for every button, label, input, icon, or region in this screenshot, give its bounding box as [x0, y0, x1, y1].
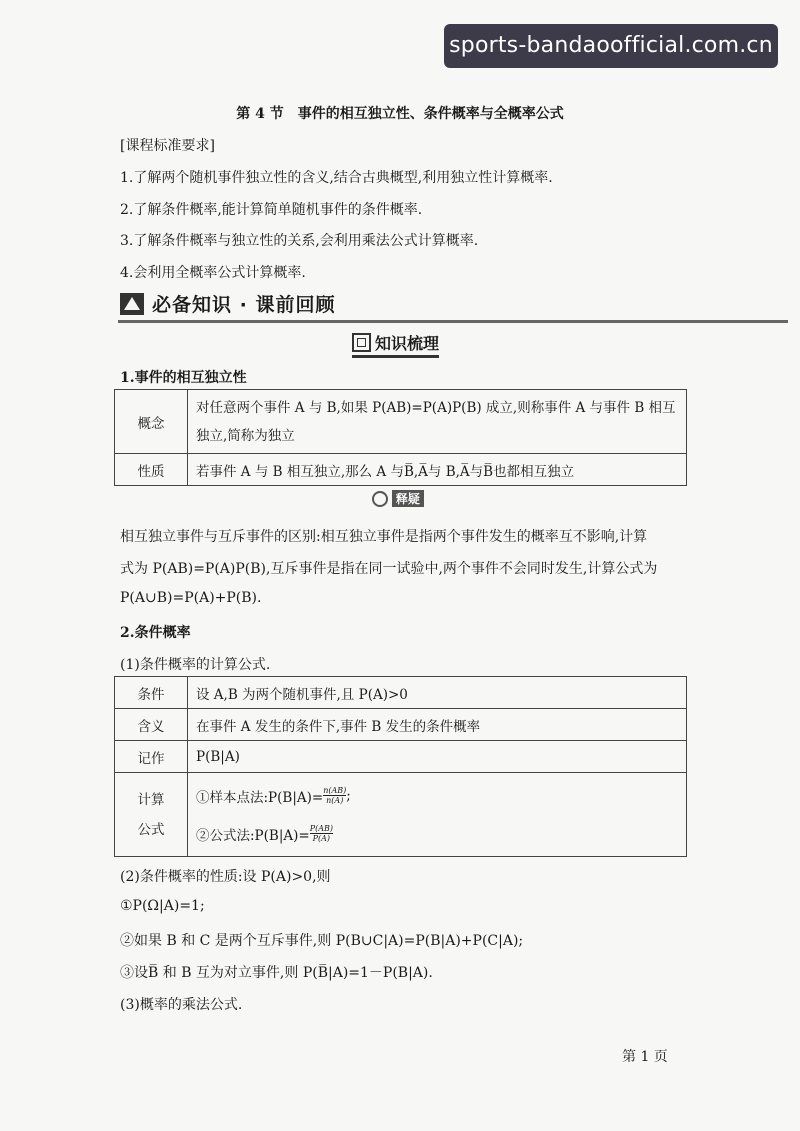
section2-title: 2.条件概率 — [120, 625, 191, 641]
table-row — [115, 454, 687, 486]
row-label — [115, 773, 188, 857]
standard-item: 4.会利用全概率公式计算概率. — [120, 265, 306, 281]
section1-title: 1.事件的相互独立性 — [120, 370, 247, 386]
table-row — [115, 677, 687, 709]
standard-item: 1.了解两个随机事件独立性的含义,结合古典概型,利用独立性计算概率. — [120, 170, 553, 186]
banner-text: 必备知识 · 课前回顾 — [152, 294, 336, 316]
page-number: 第 1 页 — [622, 1049, 668, 1065]
row-content: 在事件 A 发生的条件下,事件 B 发生的条件概率 — [188, 709, 687, 741]
row-line: 对任意两个事件 A 与 B,如果 P(AB)=P(A)P(B) 成立,则称事件 A 与事件 B 相互 — [196, 399, 676, 416]
formula-tail: ; — [346, 787, 351, 804]
independence-table — [114, 389, 687, 486]
section-banner — [118, 290, 788, 323]
triangle-icon — [120, 293, 144, 315]
section2-sub: (3)概率的乘法公式. — [120, 997, 243, 1013]
shiyi-badge — [372, 490, 424, 507]
row-content: P(B|A) — [188, 741, 687, 773]
fraction — [323, 786, 346, 805]
conditional-table — [114, 676, 687, 857]
property-line: ①P(Ω|A)=1; — [120, 898, 205, 914]
row-label: 含义 — [115, 709, 188, 741]
property-line: ②如果 B 和 C 是两个互斥事件,则 P(B∪C|A)=P(B|A)+P(C|A); — [120, 933, 524, 949]
property-line: ③设B̅ 和 B 互为对立事件,则 P(B̅|A)=1－P(B|A). — [120, 965, 433, 981]
formula-text: ②公式法:P(B|A)= — [196, 827, 310, 844]
row-line: 独立,简称为独立 — [196, 427, 295, 444]
subhead-text: 知识梳理 — [375, 334, 440, 353]
explain-line: 式为 P(AB)=P(A)P(B),互斥事件是指在同一试验中,两个事件不会同时发生,计算公式为 — [120, 561, 658, 577]
row-content: 若事件 A 与 B 相互独立,那么 A 与B̅,A̅与 B,A̅与B̅也都相互独立 — [188, 454, 687, 486]
table-row — [115, 709, 687, 741]
calc-label: 公式 — [137, 821, 165, 838]
knowledge-subhead — [352, 331, 439, 358]
explain-line: 相互独立事件与互斥事件的区别:相互独立事件是指两个事件发生的概率互不影响,计算 — [120, 529, 648, 545]
row-content: 设 A,B 为两个随机事件,且 P(A)>0 — [188, 677, 687, 709]
watermark: sports-bandaoofficial.com.cn — [444, 24, 778, 68]
row-label: 概念 — [115, 390, 188, 454]
table-row — [115, 773, 687, 857]
fraction — [310, 824, 333, 843]
target-icon — [372, 491, 388, 507]
formula-line — [196, 815, 678, 853]
standards-heading: [课程标准要求] — [120, 138, 215, 154]
section2-sub: (2)条件概率的性质:设 P(A)>0,则 — [120, 869, 331, 885]
denominator: n(A) — [326, 796, 344, 805]
section2-sub: (1)条件概率的计算公式. — [120, 657, 271, 673]
copy-icon — [352, 333, 371, 352]
page-title: 第 4 节 事件的相互独立性、条件概率与全概率公式 — [236, 106, 564, 122]
shiyi-label: 释疑 — [392, 490, 424, 507]
row-label: 条件 — [115, 677, 188, 709]
formula-text: ①样本点法:P(B|A)= — [196, 789, 324, 806]
denominator: P(A) — [312, 834, 331, 843]
explain-line: P(A∪B)=P(A)+P(B). — [120, 590, 262, 606]
table-row — [115, 741, 687, 773]
standard-item: 3.了解条件概率与独立性的关系,会利用乘法公式计算概率. — [120, 233, 479, 249]
row-content — [188, 390, 687, 454]
numerator: n(AB) — [323, 786, 347, 795]
row-label: 记作 — [115, 741, 188, 773]
calc-label: 计算 — [137, 791, 165, 808]
row-label: 性质 — [115, 454, 188, 486]
row-content — [188, 773, 687, 857]
standard-item: 2.了解条件概率,能计算简单随机事件的条件概率. — [120, 202, 423, 218]
numerator: P(AB) — [309, 824, 333, 833]
formula-line — [196, 777, 678, 815]
table-row — [115, 390, 687, 454]
